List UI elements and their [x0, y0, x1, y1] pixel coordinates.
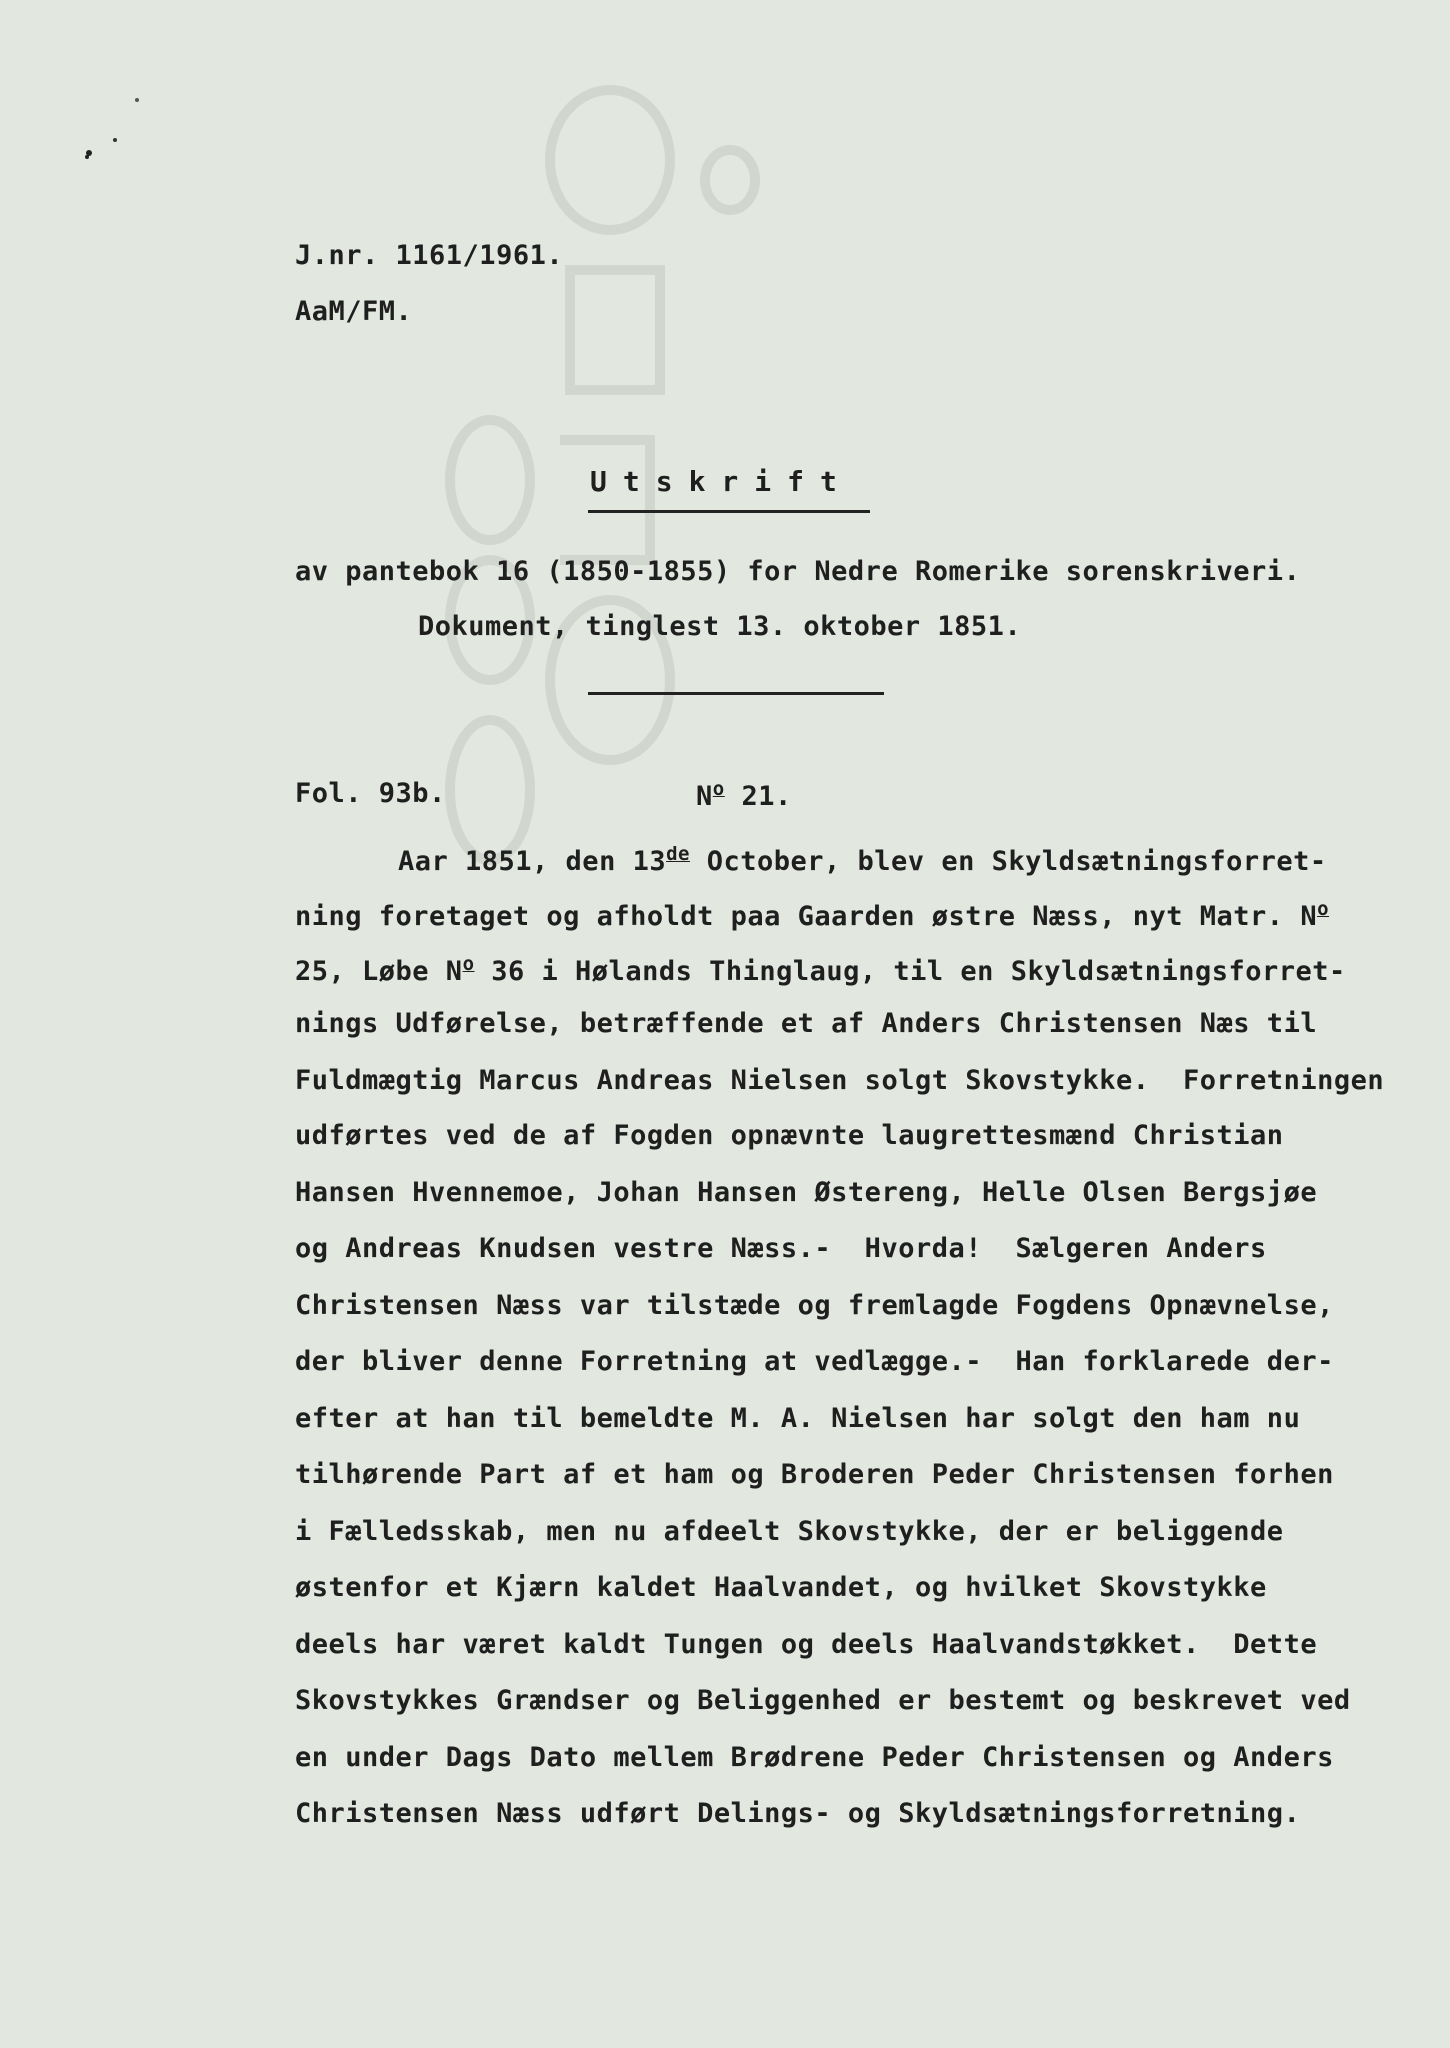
body-line-10: der bliver denne Forretning at vedlægge.- Han forklarede der-	[295, 1346, 1334, 1377]
body-line-7: Hansen Hvennemoe, Johan Hansen Østereng, Helle Olsen Bergsjøe	[295, 1177, 1318, 1208]
body-line-17: en under Dags Dato mellem Brødrene Peder Christensen og Anders	[295, 1742, 1334, 1773]
source-line-2: Dokument, tinglest 13. oktober 1851.	[418, 611, 1022, 642]
body-line-12: tilhørende Part af et ham og Broderen Peder Christensen forhen	[295, 1459, 1334, 1490]
entry-number: $N^o$ 21.	[696, 778, 792, 812]
body-line-6: udførtes ved de af Fogden opnævnte laugrettesmænd Christian	[295, 1120, 1284, 1151]
separator-rule	[588, 692, 884, 695]
journal-number: J.nr. 1161/1961.	[295, 240, 564, 271]
body-line-3: 25, Løbe $N^o$ 36 i Hølands Thinglaug, til en Skyldsætningsforret-	[295, 953, 1346, 987]
source-line-1: av pantebok 16 (1850-1855) for Nedre Romerike sorenskriveri.	[295, 556, 1301, 587]
body-line-11: efter at han til bemeldte M. A. Nielsen har solgt den ham nu	[295, 1403, 1301, 1434]
body-line-8: og Andreas Knudsen vestre Næss.- Hvorda! Sælgeren Anders	[295, 1233, 1267, 1264]
body-line-2: ning foretaget og afholdt paa Gaarden østre Næss, nyt Matr. $N^o$	[295, 898, 1330, 932]
body-line-16: Skovstykkes Grændser og Beliggenhed er bestemt og beskrevet ved	[295, 1685, 1351, 1716]
body-line-13: i Fælledsskab, men nu afdeelt Skovstykke, der er beliggende	[295, 1516, 1284, 1547]
body-line-4: nings Udførelse, betræffende et af Anders Christensen Næs til	[295, 1008, 1318, 1039]
body-line-18: Christensen Næss udført Delings- og Skyldsætningsforretning.	[295, 1798, 1301, 1829]
margin-marks	[75, 95, 145, 179]
initials: AaM/FM.	[295, 296, 413, 327]
body-line-14: østenfor et Kjærn kaldet Haalvandet, og hvilket Skovstykke	[295, 1572, 1267, 1603]
body-line-15: deels har været kaldt Tungen og deels Haalvandstøkket. Dette	[295, 1629, 1318, 1660]
document-title: Utskrift	[590, 465, 853, 498]
body-line-5: Fuldmægtig Marcus Andreas Nielsen solgt Skovstykke. Forretningen	[295, 1065, 1385, 1096]
body-line-9: Christensen Næss var tilstæde og fremlagde Fogdens Opnævnelse,	[295, 1290, 1334, 1321]
title-underline	[588, 510, 870, 513]
folio-number: Fol. 93b.	[295, 778, 446, 809]
body-line-1: Aar 1851, den 13de October, blev en Skyldsætningsforret-	[398, 843, 1327, 877]
